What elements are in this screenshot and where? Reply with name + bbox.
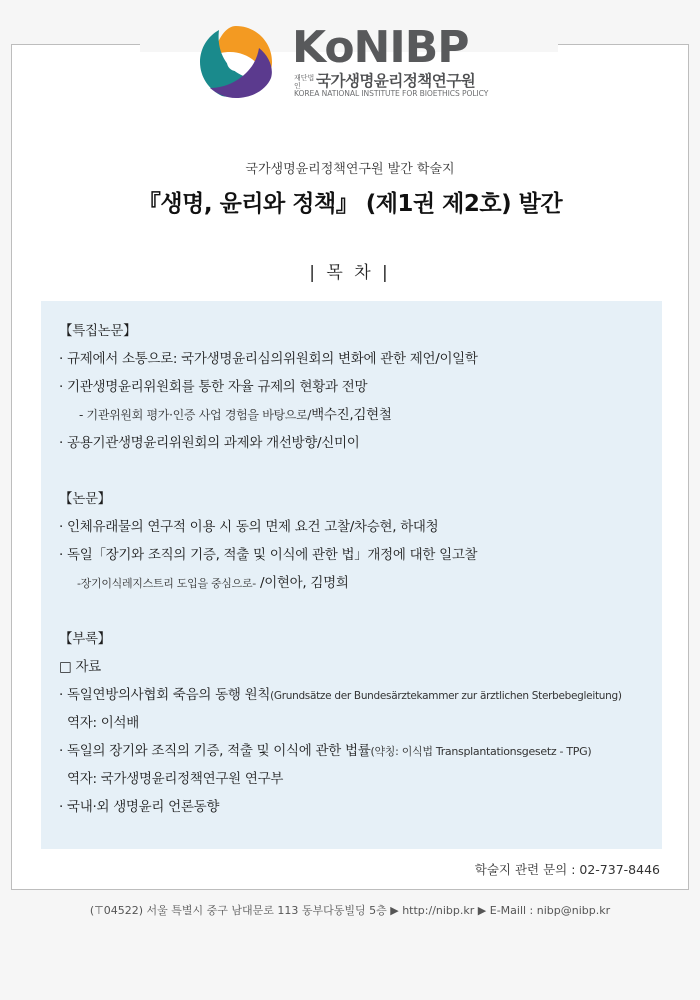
logo-foundation-label: 재단법인 [294,74,315,90]
journal-subtitle: 국가생명윤리정책연구원 발간 학술지 [245,162,455,177]
journal-title: 『생명, 윤리와 정책』 (제1권 제2호) 발간 [137,191,563,217]
feature-item-2: · 기관생명윤리위원회를 통한 자율 규제의 현황과 전망 [59,379,368,395]
toc-label: | 목 차 | [309,263,391,283]
feature-item-2-sub-text: - 기관위원회 평가·인증 사업 경험을 바탕으로/ [79,408,312,422]
feature-item-3: · 공용기관생명윤리위원회의 과제와 개선방향/신미이 [59,435,360,451]
papers-item-2: · 독일「장기와 조직의 기증, 적출 및 이식에 관한 법」개정에 대한 일고찰 [59,547,478,563]
appendix-heading: 【부록】 [59,631,111,647]
konibp-logo [196,22,496,102]
papers-item-1: · 인체유래물의 연구적 이용 시 동의 면제 요건 고찰/차승현, 하대청 [59,519,439,535]
feature-item-1: · 규제에서 소통으로: 국가생명윤리심의위원회의 변화에 관한 제언/이일학 [59,351,478,367]
appendix-item-2 [59,739,591,759]
appendix-item-1-title: · 독일연방의사협회 죽음의 동행 원칙 [59,687,271,703]
appendix-item-2-translator: 역자: 국가생명윤리정책연구원 연구부 [67,771,284,787]
appendix-item-2-title: · 독일의 장기와 조직의 기증, 적출 및 이식에 관한 법률 [59,743,371,759]
papers-item-2-sub-text: -장기이식레지스트리 도입을 중심으로- [77,577,256,590]
logo-korean-name: 국가생명윤리정책연구원 [316,72,476,90]
logo-wordmark: KoNIBP [292,22,469,73]
feature-item-2-sub [79,403,392,423]
papers-item-2-sub [77,571,349,591]
footer-address: (⊤04522) 서울 특별시 중구 남대문로 113 동부다동빌딩 5층 ▶ http://nibp.kr ▶ E-Maill : nibp@nibp.kr [89,904,611,917]
appendix-item-1-translator: 역자: 이석배 [67,715,139,731]
appendix-materials: □ 자료 [59,659,101,675]
konibp-emblem-icon [196,22,276,102]
papers-heading: 【논문】 [59,491,111,507]
appendix-item-3: · 국내·외 생명윤리 언론동향 [59,799,220,815]
papers-item-2-authors: /이현아, 김명희 [255,575,349,591]
toc-panel [41,301,662,849]
appendix-item-1-note: (Grundsätze der Bundesärztekammer zur ärztlichen Sterbebegleitung) [270,690,622,702]
contact-info: 학술지 관련 문의 : 02-737-8446 [474,862,660,877]
feature-item-2-authors: 백수진,김현철 [311,407,392,423]
appendix-item-1 [59,683,622,703]
logo-english-name: KOREA NATIONAL INSTITUTE FOR BIOETHICS POLICY [294,89,489,98]
appendix-item-2-note: (약칭: 이식법 Transplantationsgesetz - TPG) [370,745,592,758]
feature-heading: 【특집논문】 [59,323,137,339]
